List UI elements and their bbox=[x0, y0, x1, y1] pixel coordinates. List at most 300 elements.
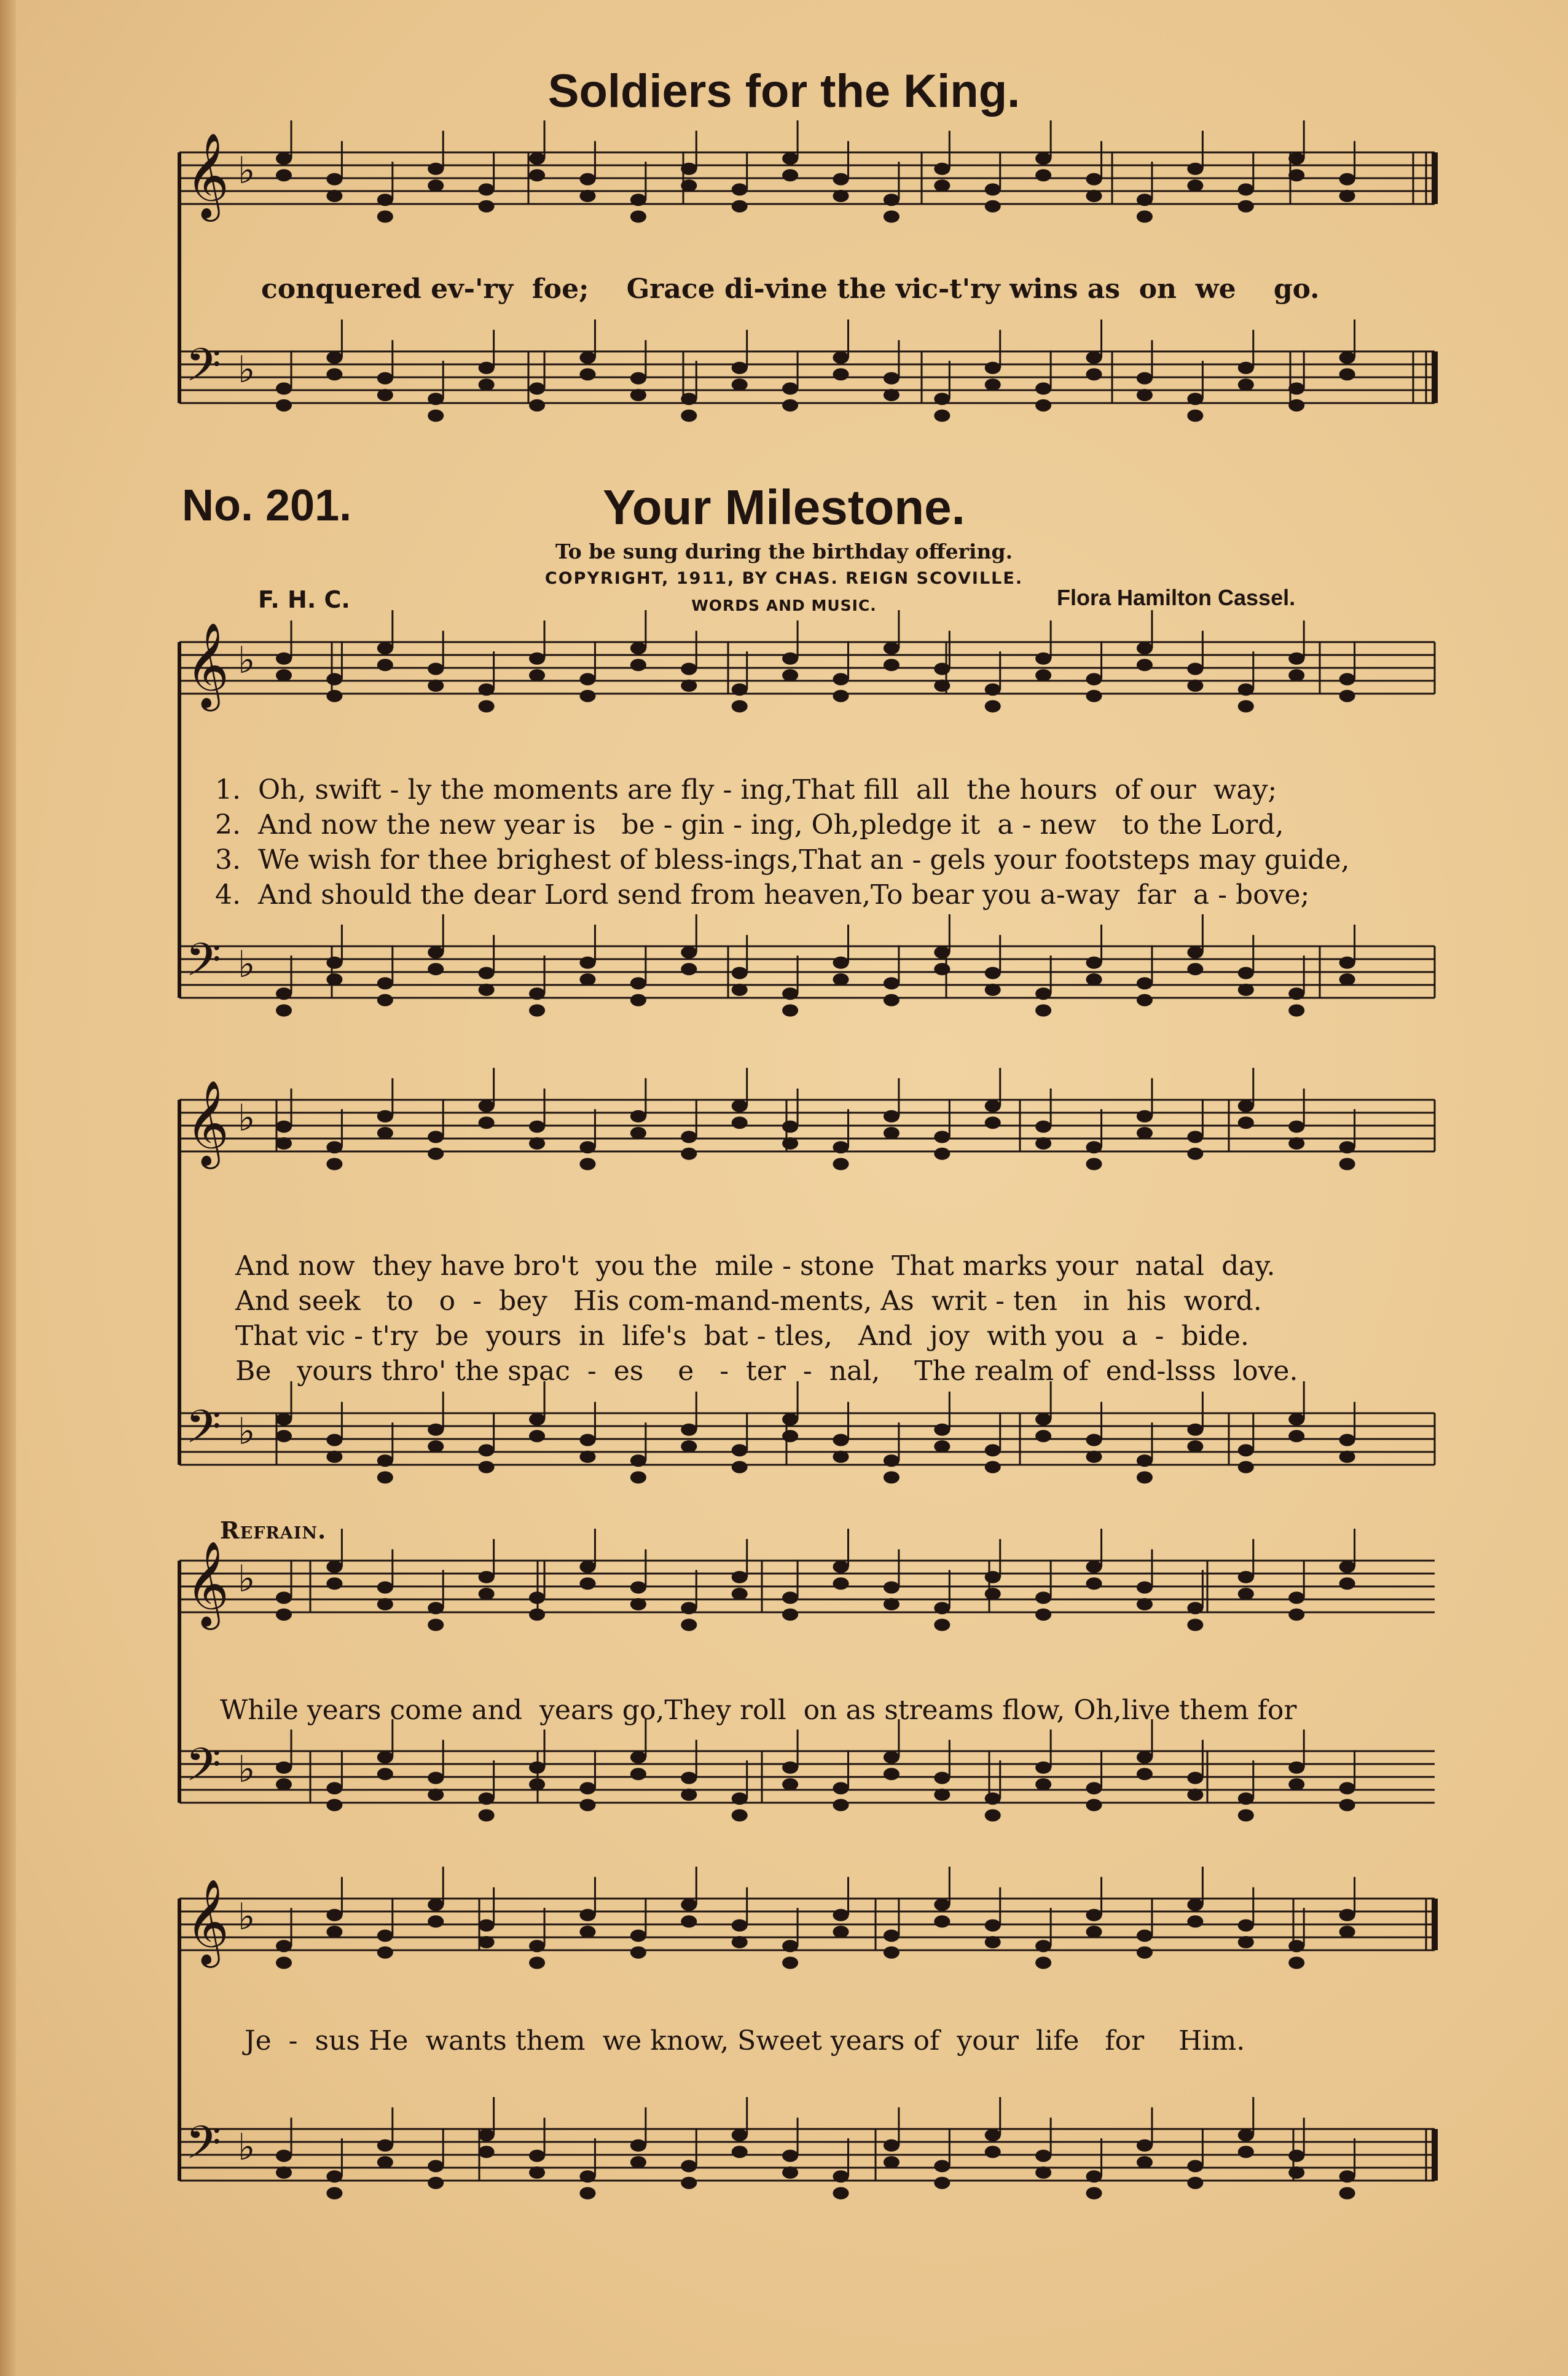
verse-cont-line-1: And now they have bro't you the mile - stone That marks your natal day. bbox=[235, 1250, 1276, 1282]
note-head bbox=[681, 1789, 697, 1801]
note-head bbox=[782, 669, 798, 681]
note-head bbox=[479, 1919, 495, 1932]
note-head bbox=[1137, 642, 1153, 654]
note-head bbox=[326, 1577, 342, 1590]
note-head bbox=[1339, 368, 1355, 380]
note-head bbox=[1288, 169, 1304, 181]
note-head bbox=[1288, 1940, 1304, 1952]
note-head bbox=[1339, 2170, 1355, 2182]
note-head bbox=[428, 163, 444, 175]
note-head bbox=[479, 200, 495, 213]
note-head bbox=[782, 2150, 798, 2162]
note-head bbox=[1288, 1005, 1304, 1017]
note-head bbox=[782, 1762, 798, 1774]
note-head bbox=[782, 1609, 798, 1621]
bass-clef-icon: 𝄢 bbox=[186, 933, 221, 998]
note-head bbox=[1339, 1782, 1355, 1794]
note-head bbox=[529, 1413, 545, 1425]
note-head bbox=[579, 1141, 595, 1153]
note-head bbox=[1288, 2166, 1304, 2179]
note-head bbox=[681, 1899, 697, 1911]
note-head bbox=[579, 2170, 595, 2182]
note-head bbox=[1339, 2187, 1355, 2200]
note-head bbox=[1137, 1598, 1153, 1610]
note-head bbox=[985, 1571, 1001, 1583]
note-head bbox=[884, 659, 900, 671]
note-head bbox=[1086, 1799, 1102, 1811]
note-head bbox=[630, 642, 646, 654]
note-head bbox=[529, 2150, 545, 2162]
note-head bbox=[579, 1561, 595, 1573]
note-head bbox=[630, 2139, 646, 2152]
note-head bbox=[579, 368, 595, 380]
note-head bbox=[579, 1782, 595, 1794]
note-head bbox=[833, 1926, 849, 1938]
note-head bbox=[1137, 389, 1153, 401]
note-head bbox=[934, 1131, 950, 1143]
note-head bbox=[377, 1582, 393, 1594]
note-head bbox=[1238, 700, 1254, 713]
note-head bbox=[681, 1602, 697, 1614]
note-head bbox=[681, 1619, 697, 1631]
note-head bbox=[630, 659, 646, 671]
note-head bbox=[884, 1110, 900, 1123]
note-head bbox=[1137, 194, 1153, 206]
verse-line-2: 2. And now the new year is be - gin - ing, Oh,pledge it a - new to the Lord, bbox=[215, 809, 1284, 841]
note-head bbox=[833, 173, 849, 186]
note-head bbox=[934, 1915, 950, 1927]
note-head bbox=[1035, 169, 1051, 181]
note-head bbox=[377, 1768, 393, 1780]
note-head bbox=[1288, 399, 1304, 412]
note-head bbox=[833, 1909, 849, 1921]
note-head bbox=[884, 1751, 900, 1763]
note-head bbox=[326, 1451, 342, 1463]
note-head bbox=[985, 683, 1001, 696]
words-music-line: WORDS AND MUSIC. bbox=[691, 597, 877, 614]
note-head bbox=[681, 163, 697, 175]
note-head bbox=[884, 642, 900, 654]
note-head bbox=[1238, 1936, 1254, 1948]
note-head bbox=[884, 194, 900, 206]
note-head bbox=[681, 1772, 697, 1784]
note-head bbox=[377, 1454, 393, 1467]
note-head bbox=[934, 946, 950, 959]
note-head bbox=[985, 1100, 1001, 1112]
note-head bbox=[529, 1778, 545, 1790]
note-head bbox=[985, 1936, 1001, 1948]
note-head bbox=[529, 1430, 545, 1442]
note-head bbox=[276, 1413, 292, 1425]
note-head bbox=[479, 1100, 495, 1112]
note-head bbox=[1339, 1909, 1355, 1921]
note-head bbox=[934, 410, 950, 422]
note-head bbox=[1339, 1158, 1355, 1170]
note-head bbox=[732, 1919, 748, 1932]
note-head bbox=[428, 1602, 444, 1614]
note-head bbox=[782, 1413, 798, 1425]
note-head bbox=[681, 393, 697, 405]
note-head bbox=[681, 1424, 697, 1436]
note-head bbox=[630, 2156, 646, 2168]
note-head bbox=[377, 1598, 393, 1610]
note-head bbox=[732, 967, 748, 979]
note-head bbox=[1187, 1440, 1203, 1453]
note-head bbox=[479, 967, 495, 979]
note-head bbox=[985, 2146, 1001, 2158]
note-head bbox=[1086, 368, 1102, 380]
note-head bbox=[934, 393, 950, 405]
note-head bbox=[1187, 663, 1203, 675]
note-head bbox=[630, 1127, 646, 1139]
note-head bbox=[1339, 173, 1355, 186]
note-head bbox=[1035, 1137, 1051, 1150]
note-head bbox=[681, 1440, 697, 1453]
note-head bbox=[1238, 2129, 1254, 2141]
note-head bbox=[428, 1148, 444, 1160]
flat-key-signature-icon: ♭ bbox=[238, 1748, 256, 1791]
note-head bbox=[732, 1588, 748, 1600]
note-head bbox=[1339, 1141, 1355, 1153]
note-head bbox=[1238, 1116, 1254, 1129]
note-head bbox=[1238, 1571, 1254, 1583]
note-head bbox=[732, 683, 748, 696]
note-head bbox=[1086, 1158, 1102, 1170]
note-head bbox=[1187, 680, 1203, 692]
flat-key-signature-icon: ♭ bbox=[238, 348, 256, 391]
note-head bbox=[732, 378, 748, 391]
note-head bbox=[1137, 977, 1153, 989]
note-head bbox=[630, 1929, 646, 1942]
note-head bbox=[985, 183, 1001, 195]
note-head bbox=[985, 1809, 1001, 1822]
note-head bbox=[529, 1957, 545, 1969]
note-head bbox=[428, 1789, 444, 1801]
note-head bbox=[985, 200, 1001, 213]
note-head bbox=[1035, 987, 1051, 1000]
composer-initials: F. H. C. bbox=[258, 586, 350, 613]
note-head bbox=[1035, 1940, 1051, 1952]
note-head bbox=[782, 1137, 798, 1150]
note-head bbox=[782, 2166, 798, 2179]
treble-clef-icon: 𝄞 bbox=[186, 133, 229, 218]
note-head bbox=[1086, 673, 1102, 685]
refrain-line-2: Je - sus He wants them we know, Sweet years of your life for Him. bbox=[245, 2025, 1245, 2056]
note-head bbox=[884, 1598, 900, 1610]
note-head bbox=[1187, 179, 1203, 192]
note-head bbox=[479, 183, 495, 195]
note-head bbox=[782, 169, 798, 181]
note-head bbox=[985, 378, 1001, 391]
note-head bbox=[529, 1591, 545, 1604]
note-head bbox=[985, 984, 1001, 996]
note-head bbox=[630, 1751, 646, 1763]
note-head bbox=[833, 957, 849, 969]
note-head bbox=[1086, 1926, 1102, 1938]
note-head bbox=[732, 2146, 748, 2158]
note-head bbox=[1288, 1609, 1304, 1621]
note-head bbox=[1137, 1582, 1153, 1594]
note-head bbox=[782, 653, 798, 665]
note-head bbox=[1288, 1591, 1304, 1604]
note-head bbox=[479, 984, 495, 996]
note-head bbox=[1339, 690, 1355, 702]
note-head bbox=[1035, 399, 1051, 412]
note-head bbox=[1086, 2170, 1102, 2182]
verse-line-3: 3. We wish for thee brighest of bless-ings,That an - gels your footsteps may guide, bbox=[215, 844, 1350, 876]
note-head bbox=[428, 663, 444, 675]
note-head bbox=[326, 1141, 342, 1153]
flat-key-signature-icon: ♭ bbox=[238, 1410, 256, 1453]
note-head bbox=[377, 659, 393, 671]
note-head bbox=[579, 2187, 595, 2200]
note-head bbox=[1035, 2150, 1051, 2162]
note-head bbox=[377, 1472, 393, 1484]
verse-line-4: 4. And should the dear Lord send from heaven,To bear you a-way far a - bove; bbox=[215, 879, 1310, 911]
note-head bbox=[1086, 1577, 1102, 1590]
note-head bbox=[1288, 1413, 1304, 1425]
note-head bbox=[1137, 1947, 1153, 1959]
note-head bbox=[1238, 2146, 1254, 2158]
note-head bbox=[1288, 1957, 1304, 1969]
note-head bbox=[579, 351, 595, 364]
note-head bbox=[833, 2187, 849, 2200]
note-head bbox=[1187, 2160, 1203, 2172]
note-head bbox=[1086, 1141, 1102, 1153]
flat-key-signature-icon: ♭ bbox=[238, 1558, 256, 1601]
note-head bbox=[1035, 1005, 1051, 1017]
bass-clef-icon: 𝄢 bbox=[186, 1400, 221, 1465]
note-head bbox=[884, 1947, 900, 1959]
note-head bbox=[276, 1121, 292, 1133]
note-head bbox=[276, 1609, 292, 1621]
note-head bbox=[1288, 1762, 1304, 1774]
note-head bbox=[732, 183, 748, 195]
note-head bbox=[428, 2160, 444, 2172]
note-head bbox=[630, 1110, 646, 1123]
note-head bbox=[732, 700, 748, 713]
treble-clef-icon: 𝄞 bbox=[186, 1541, 229, 1626]
note-head bbox=[326, 351, 342, 364]
note-head bbox=[326, 1909, 342, 1921]
note-head bbox=[1339, 351, 1355, 364]
note-head bbox=[326, 1434, 342, 1446]
note-head bbox=[479, 1809, 495, 1822]
note-head bbox=[681, 680, 697, 692]
note-head bbox=[529, 1121, 545, 1133]
note-head bbox=[1339, 1799, 1355, 1811]
note-head bbox=[1238, 183, 1254, 195]
previous-hymn-lyric: conquered ev-'ry foe; Grace di-vine the vic-t'ry wins as on we go. bbox=[261, 273, 1320, 305]
note-head bbox=[326, 1926, 342, 1938]
note-head bbox=[1137, 1751, 1153, 1763]
note-head bbox=[377, 2156, 393, 2168]
note-head bbox=[985, 967, 1001, 979]
note-head bbox=[326, 173, 342, 186]
note-head bbox=[1238, 967, 1254, 979]
note-head bbox=[377, 372, 393, 385]
note-head bbox=[1137, 1929, 1153, 1942]
note-head bbox=[479, 2129, 495, 2141]
note-head bbox=[985, 1919, 1001, 1932]
note-head bbox=[630, 1454, 646, 1467]
note-head bbox=[1187, 1772, 1203, 1784]
note-head bbox=[1086, 1561, 1102, 1573]
note-head bbox=[529, 169, 545, 181]
note-head bbox=[782, 399, 798, 412]
note-head bbox=[1137, 211, 1153, 223]
note-head bbox=[479, 700, 495, 713]
note-head bbox=[833, 1141, 849, 1153]
note-head bbox=[1035, 1762, 1051, 1774]
note-head bbox=[1339, 973, 1355, 986]
verse-line-1: 1. Oh, swift - ly the moments are fly - ing,That fill all the hours of our way; bbox=[215, 774, 1277, 806]
note-head bbox=[428, 680, 444, 692]
note-head bbox=[833, 1577, 849, 1590]
note-head bbox=[732, 1936, 748, 1948]
note-head bbox=[934, 179, 950, 192]
note-head bbox=[732, 1792, 748, 1805]
hymn-number: No. 201. bbox=[182, 481, 352, 530]
note-head bbox=[326, 2187, 342, 2200]
note-head bbox=[934, 2177, 950, 2189]
flat-key-signature-icon: ♭ bbox=[238, 943, 256, 986]
hymn-subtitle: To be sung during the birthday offering. bbox=[555, 539, 1013, 563]
note-head bbox=[529, 1005, 545, 1017]
copyright-line: COPYRIGHT, 1911, BY CHAS. REIGN SCOVILLE. bbox=[544, 569, 1024, 588]
bass-clef-icon: 𝄢 bbox=[186, 339, 221, 403]
note-head bbox=[782, 382, 798, 394]
refrain-line-1: While years come and years go,They roll on as streams flow, Oh,live them for bbox=[220, 1695, 1297, 1726]
note-head bbox=[782, 1957, 798, 1969]
note-head bbox=[681, 410, 697, 422]
note-head bbox=[1137, 1768, 1153, 1780]
note-head bbox=[1035, 1430, 1051, 1442]
note-head bbox=[985, 2129, 1001, 2141]
note-head bbox=[1339, 1434, 1355, 1446]
note-head bbox=[479, 2146, 495, 2158]
note-head bbox=[377, 994, 393, 1006]
note-head bbox=[276, 1778, 292, 1790]
note-head bbox=[782, 1005, 798, 1017]
note-head bbox=[681, 179, 697, 192]
note-head bbox=[1238, 378, 1254, 391]
flat-key-signature-icon: ♭ bbox=[238, 149, 256, 192]
note-head bbox=[884, 389, 900, 401]
note-head bbox=[428, 1899, 444, 1911]
note-head bbox=[428, 179, 444, 192]
note-head bbox=[1238, 1588, 1254, 1600]
note-head bbox=[833, 2170, 849, 2182]
note-head bbox=[1339, 957, 1355, 969]
note-head bbox=[934, 2160, 950, 2172]
note-head bbox=[529, 382, 545, 394]
note-head bbox=[630, 977, 646, 989]
note-head bbox=[326, 1158, 342, 1170]
note-head bbox=[1339, 1577, 1355, 1590]
note-head bbox=[579, 173, 595, 186]
note-head bbox=[833, 1451, 849, 1463]
note-head bbox=[934, 663, 950, 675]
note-head bbox=[529, 152, 545, 165]
note-head bbox=[833, 1561, 849, 1573]
note-head bbox=[782, 987, 798, 1000]
note-head bbox=[428, 393, 444, 405]
note-head bbox=[1187, 1424, 1203, 1436]
note-head bbox=[1187, 393, 1203, 405]
note-head bbox=[579, 690, 595, 702]
bass-clef-icon: 𝄢 bbox=[186, 2116, 221, 2181]
note-head bbox=[1339, 1561, 1355, 1573]
note-head bbox=[934, 1148, 950, 1160]
bass-clef-icon: 𝄢 bbox=[186, 1738, 221, 1803]
note-head bbox=[934, 1440, 950, 1453]
note-head bbox=[529, 1762, 545, 1774]
note-head bbox=[479, 1588, 495, 1600]
note-head bbox=[1238, 683, 1254, 696]
note-head bbox=[1288, 2150, 1304, 2162]
note-head bbox=[1086, 190, 1102, 202]
note-head bbox=[1339, 1926, 1355, 1938]
note-head bbox=[276, 653, 292, 665]
note-head bbox=[630, 1472, 646, 1484]
note-head bbox=[732, 2129, 748, 2141]
treble-clef-icon: 𝄞 bbox=[186, 622, 229, 708]
author-name: Flora Hamilton Cassel. bbox=[1057, 585, 1296, 610]
note-head bbox=[276, 2166, 292, 2179]
note-head bbox=[479, 1792, 495, 1805]
refrain-label: Refrain. bbox=[220, 1516, 327, 1544]
note-head bbox=[326, 2170, 342, 2182]
note-head bbox=[1238, 1809, 1254, 1822]
note-head bbox=[782, 1121, 798, 1133]
note-head bbox=[934, 163, 950, 175]
note-head bbox=[934, 1772, 950, 1784]
note-head bbox=[1035, 1609, 1051, 1621]
note-head bbox=[1339, 190, 1355, 202]
note-head bbox=[529, 399, 545, 412]
note-head bbox=[782, 1430, 798, 1442]
previous-hymn-title: Soldiers for the King. bbox=[547, 65, 1021, 117]
note-head bbox=[630, 194, 646, 206]
note-head bbox=[326, 368, 342, 380]
note-head bbox=[377, 389, 393, 401]
note-head bbox=[1137, 994, 1153, 1006]
note-head bbox=[884, 2139, 900, 2152]
note-head bbox=[934, 1424, 950, 1436]
note-head bbox=[681, 2160, 697, 2172]
note-head bbox=[579, 1909, 595, 1921]
note-head bbox=[1187, 410, 1203, 422]
note-head bbox=[377, 1751, 393, 1763]
note-head bbox=[579, 1451, 595, 1463]
note-head bbox=[1288, 1137, 1304, 1150]
note-head bbox=[934, 680, 950, 692]
note-head bbox=[529, 1609, 545, 1621]
note-head bbox=[1086, 690, 1102, 702]
flat-key-signature-icon: ♭ bbox=[238, 2126, 256, 2169]
note-head bbox=[377, 977, 393, 989]
note-head bbox=[884, 372, 900, 385]
note-head bbox=[326, 957, 342, 969]
note-head bbox=[884, 211, 900, 223]
note-head bbox=[1137, 1454, 1153, 1467]
note-head bbox=[529, 1137, 545, 1150]
note-head bbox=[579, 1926, 595, 1938]
note-head bbox=[479, 378, 495, 391]
verse-cont-line-3: That vic - t'ry be yours in life's bat - tles, And joy with you a - bide. bbox=[235, 1320, 1249, 1352]
note-head bbox=[630, 211, 646, 223]
